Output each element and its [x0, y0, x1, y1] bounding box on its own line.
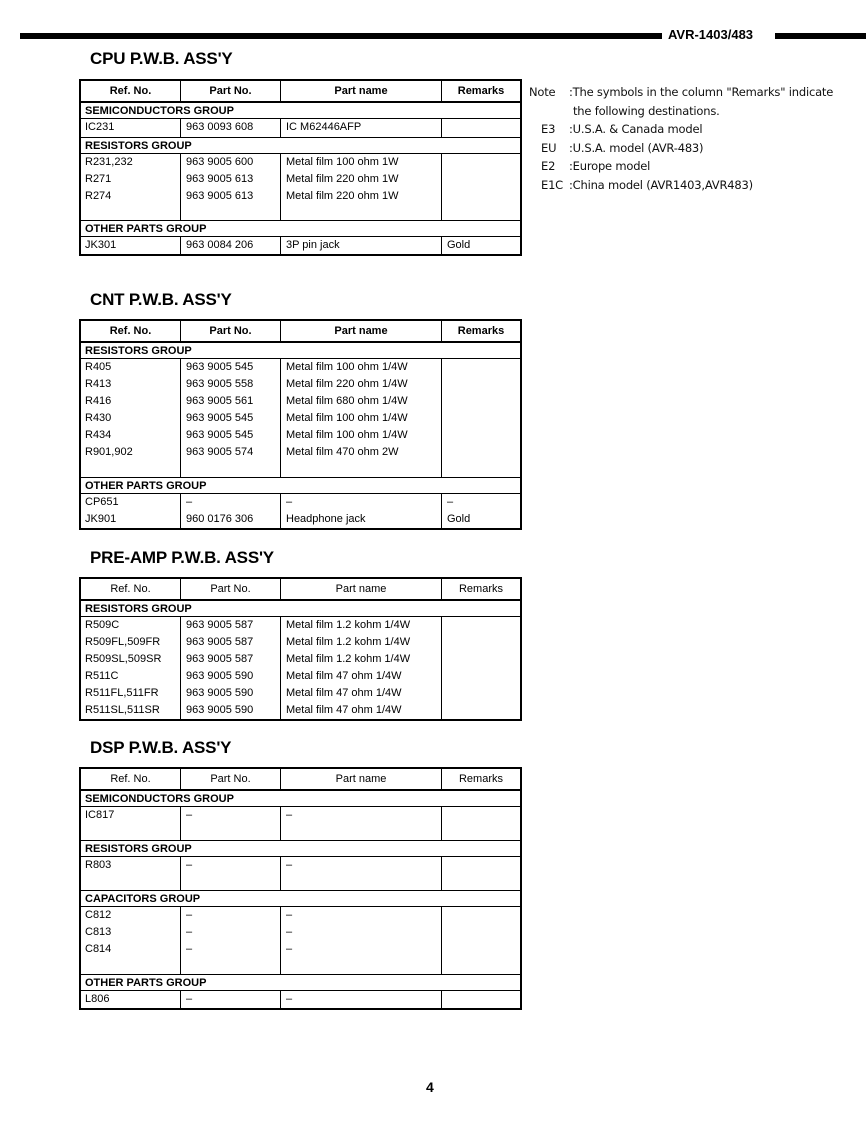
- part-no-cell: 963 9005 590: [186, 704, 254, 716]
- part-name-header: Part name: [281, 321, 442, 341]
- ref-no-cell: R509SL,509SR: [85, 653, 162, 665]
- note-desc: :U.S.A. & Canada model: [569, 122, 703, 136]
- part-name-cell: –: [286, 859, 293, 871]
- ref-no-header: Ref. No.: [81, 769, 181, 789]
- ref-no-cell: R274: [85, 190, 112, 202]
- part-name-column: [281, 154, 442, 220]
- group-rows: [81, 991, 520, 1008]
- group-header: CAPACITORS GROUP: [81, 891, 520, 907]
- note-text: :The symbols in the column "Remarks" indicate: [569, 85, 834, 99]
- ref-no-column: [81, 907, 181, 974]
- remarks-cell: [447, 668, 520, 685]
- part-name-cell: Metal film 470 ohm 2W: [286, 446, 399, 458]
- part-name-cell: Metal film 1.2 kohm 1/4W: [286, 636, 411, 648]
- part-name-cell: –: [286, 943, 293, 955]
- part-no-header: Part No.: [181, 81, 281, 101]
- part-name-cell: Metal film 100 ohm 1/4W: [286, 412, 408, 424]
- ref-no-cell: JK301: [85, 239, 117, 251]
- part-name-cell: Metal film 220 ohm 1W: [286, 190, 399, 202]
- ref-no-header: Ref. No.: [81, 579, 181, 599]
- part-name-cell: –: [286, 993, 293, 1005]
- section-title-dsp: DSP P.W.B. ASS'Y: [90, 738, 232, 757]
- remarks-cell: [447, 359, 520, 376]
- remarks-cell: Gold: [447, 239, 471, 251]
- part-no-header: Part No.: [181, 769, 281, 789]
- ref-no-column: [81, 857, 181, 890]
- part-name-cell: Headphone jack: [286, 513, 366, 525]
- remarks-header: Remarks: [458, 583, 503, 595]
- group-header: OTHER PARTS GROUP: [81, 221, 520, 237]
- remarks-column: [442, 907, 520, 974]
- note-code: E1C: [541, 177, 564, 192]
- ref-no-cell: R413: [85, 378, 112, 390]
- part-no-cell: 963 9005 545: [186, 429, 254, 441]
- part-no-cell: –: [186, 859, 193, 871]
- remarks-cell: [447, 171, 520, 188]
- ref-no-column: [81, 617, 181, 719]
- part-no-column: [181, 991, 281, 1008]
- remarks-column: [442, 154, 520, 220]
- remarks-cell: [447, 376, 520, 393]
- note-label: Note: [529, 85, 556, 99]
- section-title-cpu: CPU P.W.B. ASS'Y: [90, 49, 233, 68]
- ref-no-header: Ref. No.: [81, 321, 181, 341]
- group-rows: [81, 154, 520, 221]
- ref-no-cell: C813: [85, 926, 112, 938]
- remarks-cell: [447, 941, 520, 958]
- group-header: RESISTORS GROUP: [81, 343, 520, 359]
- remarks-cell: [447, 924, 520, 941]
- part-no-cell: 963 9005 613: [186, 190, 254, 202]
- part-no-column: [181, 807, 281, 840]
- ref-no-cell: R430: [85, 412, 112, 424]
- group-header: SEMICONDUCTORS GROUP: [81, 791, 520, 807]
- part-no-cell: –: [186, 496, 193, 508]
- part-no-cell: 963 0093 608: [186, 121, 254, 133]
- remarks-cell: [447, 427, 520, 444]
- group-rows: [81, 359, 520, 478]
- ref-no-cell: R509C: [85, 619, 120, 631]
- ref-no-column: [81, 359, 181, 477]
- remarks-cell: [447, 991, 520, 1008]
- section-title-preamp: PRE-AMP P.W.B. ASS'Y: [90, 548, 274, 567]
- ref-no-cell: R271: [85, 173, 112, 185]
- ref-no-cell: R405: [85, 361, 112, 373]
- part-name-cell: Metal film 1.2 kohm 1/4W: [286, 619, 411, 631]
- part-name-column: [281, 617, 442, 719]
- ref-no-cell: R803: [85, 859, 112, 871]
- remarks-column: [442, 857, 520, 890]
- remarks-header: Remarks: [457, 325, 505, 337]
- part-no-cell: 963 9005 587: [186, 653, 254, 665]
- group-header: RESISTORS GROUP: [81, 138, 520, 154]
- ref-no-column: [81, 154, 181, 220]
- part-name-cell: Metal film 47 ohm 1/4W: [286, 704, 402, 716]
- note-code: E3: [541, 122, 556, 136]
- remarks-cell: [447, 651, 520, 668]
- table-header: [81, 579, 520, 601]
- group-rows: [81, 907, 520, 975]
- remarks-cell: –: [447, 496, 454, 508]
- note-text-2: the following destinations.: [573, 103, 720, 118]
- part-name-cell: Metal film 47 ohm 1/4W: [286, 670, 402, 682]
- table-header: [81, 769, 520, 791]
- group-rows: [81, 119, 520, 138]
- part-name-cell: –: [286, 809, 293, 821]
- part-name-column: [281, 907, 442, 974]
- part-no-cell: 963 9005 590: [186, 670, 254, 682]
- remarks-header: Remarks: [458, 773, 503, 785]
- part-no-column: [181, 617, 281, 719]
- group-rows: [81, 617, 520, 719]
- part-name-header: Part name: [281, 769, 442, 789]
- part-no-cell: 963 9005 574: [186, 446, 254, 458]
- ref-no-cell: JK901: [85, 513, 117, 525]
- part-no-column: [181, 907, 281, 974]
- group-header: RESISTORS GROUP: [81, 601, 520, 617]
- ref-no-cell: C814: [85, 943, 112, 955]
- remarks-cell: [447, 444, 520, 461]
- remarks-cell: [447, 807, 520, 824]
- ref-no-column: [81, 119, 181, 137]
- note-code: E2: [541, 159, 556, 173]
- ref-no-column: [81, 237, 181, 254]
- part-no-header: Part No.: [181, 321, 281, 341]
- ref-no-column: [81, 807, 181, 840]
- part-name-header: Part name: [281, 579, 442, 599]
- part-no-column: [181, 154, 281, 220]
- remarks-column: [442, 617, 520, 719]
- note-desc: :China model (AVR1403,AVR483): [569, 177, 753, 192]
- part-no-column: [181, 359, 281, 477]
- part-name-cell: Metal film 100 ohm 1W: [286, 156, 399, 168]
- ref-no-cell: R231,232: [85, 156, 133, 168]
- part-name-column: [281, 991, 442, 1008]
- part-no-cell: 963 9005 613: [186, 173, 254, 185]
- parts-table-cnt: [79, 319, 522, 530]
- note-code: EU: [541, 140, 557, 155]
- group-rows: [81, 494, 520, 528]
- part-name-cell: Metal film 100 ohm 1/4W: [286, 429, 408, 441]
- ref-no-cell: C812: [85, 909, 112, 921]
- part-name-column: [281, 807, 442, 840]
- ref-no-cell: IC231: [85, 121, 115, 133]
- page-number: 4: [426, 1079, 434, 1095]
- part-name-column: [281, 359, 442, 477]
- parts-table-dsp: [79, 767, 522, 1010]
- parts-table-cpu: [79, 79, 522, 256]
- remarks-column: [442, 494, 520, 528]
- part-name-cell: IC M62446AFP: [286, 121, 362, 133]
- remarks-column: [442, 991, 520, 1008]
- section-title-cnt: CNT P.W.B. ASS'Y: [90, 290, 232, 309]
- remarks-cell: Gold: [447, 513, 471, 525]
- model-number: AVR-1403/483: [668, 27, 754, 42]
- remarks-cell: [447, 617, 520, 634]
- part-no-header: Part No.: [181, 579, 281, 599]
- remarks-column: [442, 807, 520, 840]
- part-name-cell: Metal film 220 ohm 1/4W: [286, 378, 408, 390]
- table-header: [81, 321, 520, 343]
- part-name-column: [281, 237, 442, 254]
- part-no-cell: 963 9005 558: [186, 378, 254, 390]
- part-name-cell: –: [286, 909, 293, 921]
- remarks-cell: [447, 393, 520, 410]
- ref-no-cell: R434: [85, 429, 112, 441]
- part-no-cell: –: [186, 943, 193, 955]
- part-no-column: [181, 119, 281, 137]
- ref-no-cell: R511C: [85, 670, 119, 682]
- remarks-column: [442, 359, 520, 477]
- part-name-cell: Metal film 1.2 kohm 1/4W: [286, 653, 411, 665]
- ref-no-cell: R509FL,509FR: [85, 636, 161, 648]
- part-no-cell: –: [186, 926, 193, 938]
- ref-no-cell: R511SL,511SR: [85, 704, 160, 716]
- part-no-cell: –: [186, 909, 193, 921]
- remarks-cell: [447, 634, 520, 651]
- remarks-cell: [447, 857, 520, 874]
- part-no-column: [181, 857, 281, 890]
- remarks-cell: [447, 154, 520, 171]
- part-name-column: [281, 494, 442, 528]
- remarks-column: [442, 119, 520, 137]
- group-header: OTHER PARTS GROUP: [81, 478, 520, 494]
- part-no-column: [181, 237, 281, 254]
- remarks-cell: [447, 410, 520, 427]
- remarks-cell: [447, 907, 520, 924]
- part-no-cell: 963 9005 590: [186, 687, 254, 699]
- note-desc: :Europe model: [569, 159, 651, 173]
- remarks-cell: [447, 188, 520, 205]
- ref-no-cell: IC817: [85, 809, 115, 821]
- table-header: [81, 81, 520, 103]
- ref-no-cell: L806: [85, 993, 110, 1005]
- ref-no-column: [81, 494, 181, 528]
- remarks-cell: [447, 685, 520, 702]
- header-rule-right: [775, 33, 866, 39]
- part-no-cell: –: [186, 993, 193, 1005]
- part-no-cell: 963 9005 587: [186, 619, 254, 631]
- group-rows: [81, 237, 520, 254]
- part-name-cell: –: [286, 496, 293, 508]
- part-name-cell: Metal film 220 ohm 1W: [286, 173, 399, 185]
- part-name-cell: Metal film 100 ohm 1/4W: [286, 361, 408, 373]
- part-no-cell: 963 9005 561: [186, 395, 254, 407]
- ref-no-cell: R901,902: [85, 446, 133, 458]
- group-header: OTHER PARTS GROUP: [81, 975, 520, 991]
- part-name-column: [281, 119, 442, 137]
- note-desc: :U.S.A. model (AVR-483): [569, 140, 704, 155]
- part-name-cell: 3P pin jack: [286, 239, 340, 251]
- part-no-cell: 963 9005 545: [186, 361, 254, 373]
- ref-no-cell: CP651: [85, 496, 119, 508]
- ref-no-header: Ref. No.: [81, 81, 181, 101]
- header-rule-left: [20, 33, 662, 39]
- remarks-cell: [447, 119, 520, 136]
- group-rows: [81, 857, 520, 891]
- part-name-column: [281, 857, 442, 890]
- ref-no-column: [81, 991, 181, 1008]
- part-no-column: [181, 494, 281, 528]
- part-no-cell: –: [186, 809, 193, 821]
- remarks-header: Remarks: [457, 85, 505, 97]
- ref-no-cell: R416: [85, 395, 112, 407]
- part-name-cell: Metal film 47 ohm 1/4W: [286, 687, 402, 699]
- parts-table-preamp: [79, 577, 522, 721]
- ref-no-cell: R511FL,511FR: [85, 687, 159, 699]
- part-name-cell: Metal film 680 ohm 1/4W: [286, 395, 408, 407]
- group-rows: [81, 807, 520, 841]
- part-name-cell: –: [286, 926, 293, 938]
- group-header: RESISTORS GROUP: [81, 841, 520, 857]
- group-header: SEMICONDUCTORS GROUP: [81, 103, 520, 119]
- part-no-cell: 963 9005 545: [186, 412, 254, 424]
- part-no-cell: 963 0084 206: [186, 239, 254, 251]
- part-name-header: Part name: [281, 81, 442, 101]
- remarks-cell: [447, 702, 520, 719]
- part-no-cell: 963 9005 587: [186, 636, 254, 648]
- remarks-column: [442, 237, 520, 254]
- part-no-cell: 960 0176 306: [186, 513, 254, 525]
- part-no-cell: 963 9005 600: [186, 156, 254, 168]
